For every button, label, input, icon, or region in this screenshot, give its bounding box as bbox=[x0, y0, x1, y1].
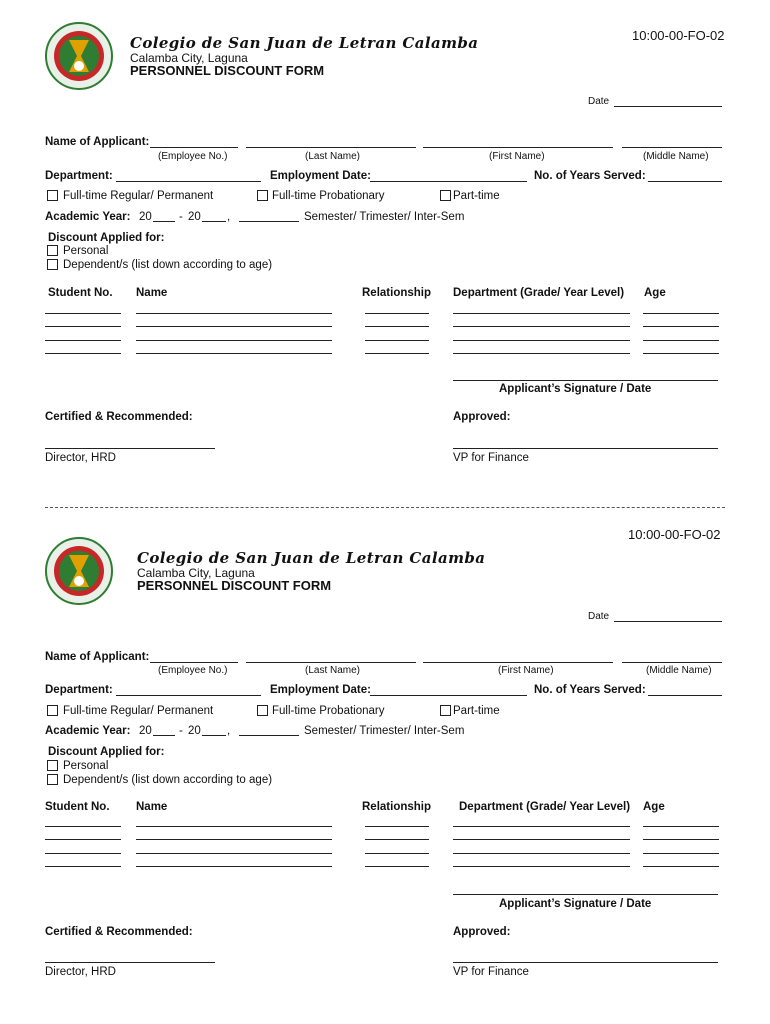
department-grade-field[interactable] bbox=[453, 866, 630, 867]
date-field[interactable] bbox=[614, 106, 722, 107]
department-grade-field[interactable] bbox=[453, 853, 630, 854]
department-grade-field[interactable] bbox=[453, 340, 630, 341]
applicant-signature-label: Applicant’s Signature / Date bbox=[499, 383, 652, 395]
department-grade-field[interactable] bbox=[453, 313, 630, 314]
age-field[interactable] bbox=[643, 326, 719, 327]
dependent-name-field[interactable] bbox=[136, 826, 332, 827]
years-served-label: No. of Years Served: bbox=[534, 170, 646, 182]
department-label: Department: bbox=[45, 684, 113, 696]
student-no-field[interactable] bbox=[45, 839, 121, 840]
fulltime-probationary-checkbox[interactable] bbox=[257, 190, 268, 201]
first-name-field[interactable] bbox=[423, 147, 613, 148]
relationship-field[interactable] bbox=[365, 326, 429, 327]
fulltime-probationary-label: Full-time Probationary bbox=[272, 705, 385, 717]
form-copy-top bbox=[0, 0, 770, 505]
dependent-name-field[interactable] bbox=[136, 340, 332, 341]
ay-comma: , bbox=[227, 725, 231, 737]
relationship-field[interactable] bbox=[365, 313, 429, 314]
school-logo bbox=[45, 22, 113, 90]
dependents-checkbox[interactable] bbox=[47, 259, 58, 270]
semester-field[interactable] bbox=[239, 735, 299, 736]
parttime-checkbox[interactable] bbox=[440, 190, 451, 201]
dependent-name-field[interactable] bbox=[136, 326, 332, 327]
col-department-grade: Department (Grade/ Year Level) bbox=[459, 801, 631, 813]
dependent-name-field[interactable] bbox=[136, 839, 332, 840]
vp-finance-label: VP for Finance bbox=[453, 966, 529, 978]
student-no-field[interactable] bbox=[45, 313, 121, 314]
approved-label: Approved: bbox=[453, 926, 511, 938]
dependent-name-field[interactable] bbox=[136, 353, 332, 354]
col-name: Name bbox=[136, 287, 168, 299]
parttime-label: Part-time bbox=[453, 705, 500, 717]
department-grade-field[interactable] bbox=[453, 353, 630, 354]
personal-label: Personal bbox=[63, 760, 109, 772]
department-field[interactable] bbox=[116, 695, 261, 696]
vp-signature-field[interactable] bbox=[453, 448, 718, 449]
student-no-field[interactable] bbox=[45, 826, 121, 827]
col-age: Age bbox=[644, 287, 666, 299]
ay-end-field[interactable] bbox=[202, 735, 226, 736]
fulltime-probationary-checkbox[interactable] bbox=[257, 705, 268, 716]
fulltime-regular-label: Full-time Regular/ Permanent bbox=[63, 705, 214, 717]
fulltime-regular-checkbox[interactable] bbox=[47, 190, 58, 201]
age-field[interactable] bbox=[643, 313, 719, 314]
dependent-name-field[interactable] bbox=[136, 313, 332, 314]
academic-year-label: Academic Year: bbox=[45, 725, 131, 737]
vp-finance-label: VP for Finance bbox=[453, 452, 529, 464]
first-name-caption: (First Name) bbox=[489, 151, 545, 162]
ay-start-field[interactable] bbox=[153, 221, 175, 222]
student-no-field[interactable] bbox=[45, 340, 121, 341]
school-location: Calamba City, Laguna bbox=[137, 566, 255, 580]
dependent-name-field[interactable] bbox=[136, 853, 332, 854]
form-code: 10:00-00-FO-02 bbox=[628, 527, 721, 542]
vp-signature-field[interactable] bbox=[453, 962, 718, 963]
ay-20-start: 20 bbox=[139, 211, 152, 223]
relationship-field[interactable] bbox=[365, 340, 429, 341]
director-signature-field[interactable] bbox=[45, 448, 215, 449]
age-field[interactable] bbox=[643, 340, 719, 341]
certified-label: Certified & Recommended: bbox=[45, 411, 193, 423]
ay-dash: - bbox=[179, 725, 183, 737]
last-name-field[interactable] bbox=[246, 147, 416, 148]
fulltime-probationary-label: Full-time Probationary bbox=[272, 190, 385, 202]
parttime-label: Part-time bbox=[453, 190, 500, 202]
form-title: PERSONNEL DISCOUNT FORM bbox=[137, 578, 332, 593]
employment-date-field[interactable] bbox=[370, 695, 527, 696]
fulltime-regular-label: Full-time Regular/ Permanent bbox=[63, 190, 214, 202]
middle-name-field[interactable] bbox=[622, 662, 722, 663]
age-field[interactable] bbox=[643, 866, 719, 867]
last-name-field[interactable] bbox=[246, 662, 416, 663]
student-no-field[interactable] bbox=[45, 326, 121, 327]
employee-no-caption: (Employee No.) bbox=[158, 665, 228, 676]
employment-date-field[interactable] bbox=[370, 181, 527, 182]
student-no-field[interactable] bbox=[45, 853, 121, 854]
date-label: Date bbox=[588, 96, 610, 107]
discount-applied-label: Discount Applied for: bbox=[48, 232, 165, 244]
director-label: Director, HRD bbox=[45, 966, 116, 978]
fulltime-regular-checkbox[interactable] bbox=[47, 705, 58, 716]
student-no-field[interactable] bbox=[45, 353, 121, 354]
date-label: Date bbox=[588, 611, 610, 622]
col-student-no: Student No. bbox=[45, 801, 110, 813]
school-name: Colegio de San Juan de Letran Calamba bbox=[137, 549, 486, 567]
dependents-label: Dependent/s (list down according to age) bbox=[63, 259, 273, 271]
age-field[interactable] bbox=[643, 853, 719, 854]
student-no-field[interactable] bbox=[45, 866, 121, 867]
last-name-caption: (Last Name) bbox=[305, 665, 361, 676]
semester-field[interactable] bbox=[239, 221, 299, 222]
department-grade-field[interactable] bbox=[453, 326, 630, 327]
relationship-field[interactable] bbox=[365, 839, 429, 840]
age-field[interactable] bbox=[643, 353, 719, 354]
employment-date-label: Employment Date: bbox=[270, 170, 371, 182]
ay-20-start: 20 bbox=[139, 725, 152, 737]
form-title: PERSONNEL DISCOUNT FORM bbox=[130, 63, 325, 78]
col-name: Name bbox=[136, 801, 168, 813]
employment-date-label: Employment Date: bbox=[270, 684, 371, 696]
employee-no-field[interactable] bbox=[150, 662, 238, 663]
col-relationship: Relationship bbox=[362, 287, 432, 299]
relationship-field[interactable] bbox=[365, 866, 429, 867]
dependent-name-field[interactable] bbox=[136, 866, 332, 867]
employee-no-caption: (Employee No.) bbox=[158, 151, 228, 162]
last-name-caption: (Last Name) bbox=[305, 151, 361, 162]
relationship-field[interactable] bbox=[365, 826, 429, 827]
col-student-no: Student No. bbox=[48, 287, 113, 299]
department-grade-field[interactable] bbox=[453, 839, 630, 840]
first-name-field[interactable] bbox=[423, 662, 613, 663]
form-copy-bottom bbox=[0, 515, 770, 1020]
years-served-field[interactable] bbox=[648, 181, 722, 182]
applicant-signature-field[interactable] bbox=[453, 894, 718, 895]
ay-dash: - bbox=[179, 211, 183, 223]
age-field[interactable] bbox=[643, 839, 719, 840]
approved-label: Approved: bbox=[453, 411, 511, 423]
years-served-field[interactable] bbox=[648, 695, 722, 696]
semester-label: Semester/ Trimester/ Inter-Sem bbox=[304, 211, 465, 223]
dependents-checkbox[interactable] bbox=[47, 774, 58, 785]
first-name-caption: (First Name) bbox=[498, 665, 554, 676]
applicant-signature-label: Applicant’s Signature / Date bbox=[499, 898, 652, 910]
certified-label: Certified & Recommended: bbox=[45, 926, 193, 938]
school-location: Calamba City, Laguna bbox=[130, 51, 248, 65]
middle-name-caption: (Middle Name) bbox=[646, 665, 712, 676]
department-grade-field[interactable] bbox=[453, 826, 630, 827]
ay-20-end: 20 bbox=[188, 211, 201, 223]
middle-name-caption: (Middle Name) bbox=[643, 151, 709, 162]
col-relationship: Relationship bbox=[362, 801, 432, 813]
cut-line-divider bbox=[45, 507, 725, 508]
ay-comma: , bbox=[227, 211, 231, 223]
discount-applied-label: Discount Applied for: bbox=[48, 746, 165, 758]
years-served-label: No. of Years Served: bbox=[534, 684, 646, 696]
school-logo bbox=[45, 537, 113, 605]
applicant-signature-field[interactable] bbox=[453, 380, 718, 381]
col-age: Age bbox=[643, 801, 665, 813]
director-label: Director, HRD bbox=[45, 452, 116, 464]
employee-no-field[interactable] bbox=[150, 147, 238, 148]
personal-label: Personal bbox=[63, 245, 109, 257]
department-label: Department: bbox=[45, 170, 113, 182]
director-signature-field[interactable] bbox=[45, 962, 215, 963]
semester-label: Semester/ Trimester/ Inter-Sem bbox=[304, 725, 465, 737]
name-of-applicant-label: Name of Applicant: bbox=[45, 651, 150, 663]
relationship-field[interactable] bbox=[365, 353, 429, 354]
date-field[interactable] bbox=[614, 621, 722, 622]
relationship-field[interactable] bbox=[365, 853, 429, 854]
name-of-applicant-label: Name of Applicant: bbox=[45, 136, 150, 148]
parttime-checkbox[interactable] bbox=[440, 705, 451, 716]
ay-start-field[interactable] bbox=[153, 735, 175, 736]
dependents-label: Dependent/s (list down according to age) bbox=[63, 774, 273, 786]
department-field[interactable] bbox=[116, 181, 261, 182]
middle-name-field[interactable] bbox=[622, 147, 722, 148]
academic-year-label: Academic Year: bbox=[45, 211, 131, 223]
personal-checkbox[interactable] bbox=[47, 760, 58, 771]
school-name: Colegio de San Juan de Letran Calamba bbox=[130, 34, 479, 52]
age-field[interactable] bbox=[643, 826, 719, 827]
ay-end-field[interactable] bbox=[202, 221, 226, 222]
col-department-grade: Department (Grade/ Year Level) bbox=[453, 287, 625, 299]
ay-20-end: 20 bbox=[188, 725, 201, 737]
personal-checkbox[interactable] bbox=[47, 245, 58, 256]
form-code: 10:00-00-FO-02 bbox=[632, 28, 725, 43]
